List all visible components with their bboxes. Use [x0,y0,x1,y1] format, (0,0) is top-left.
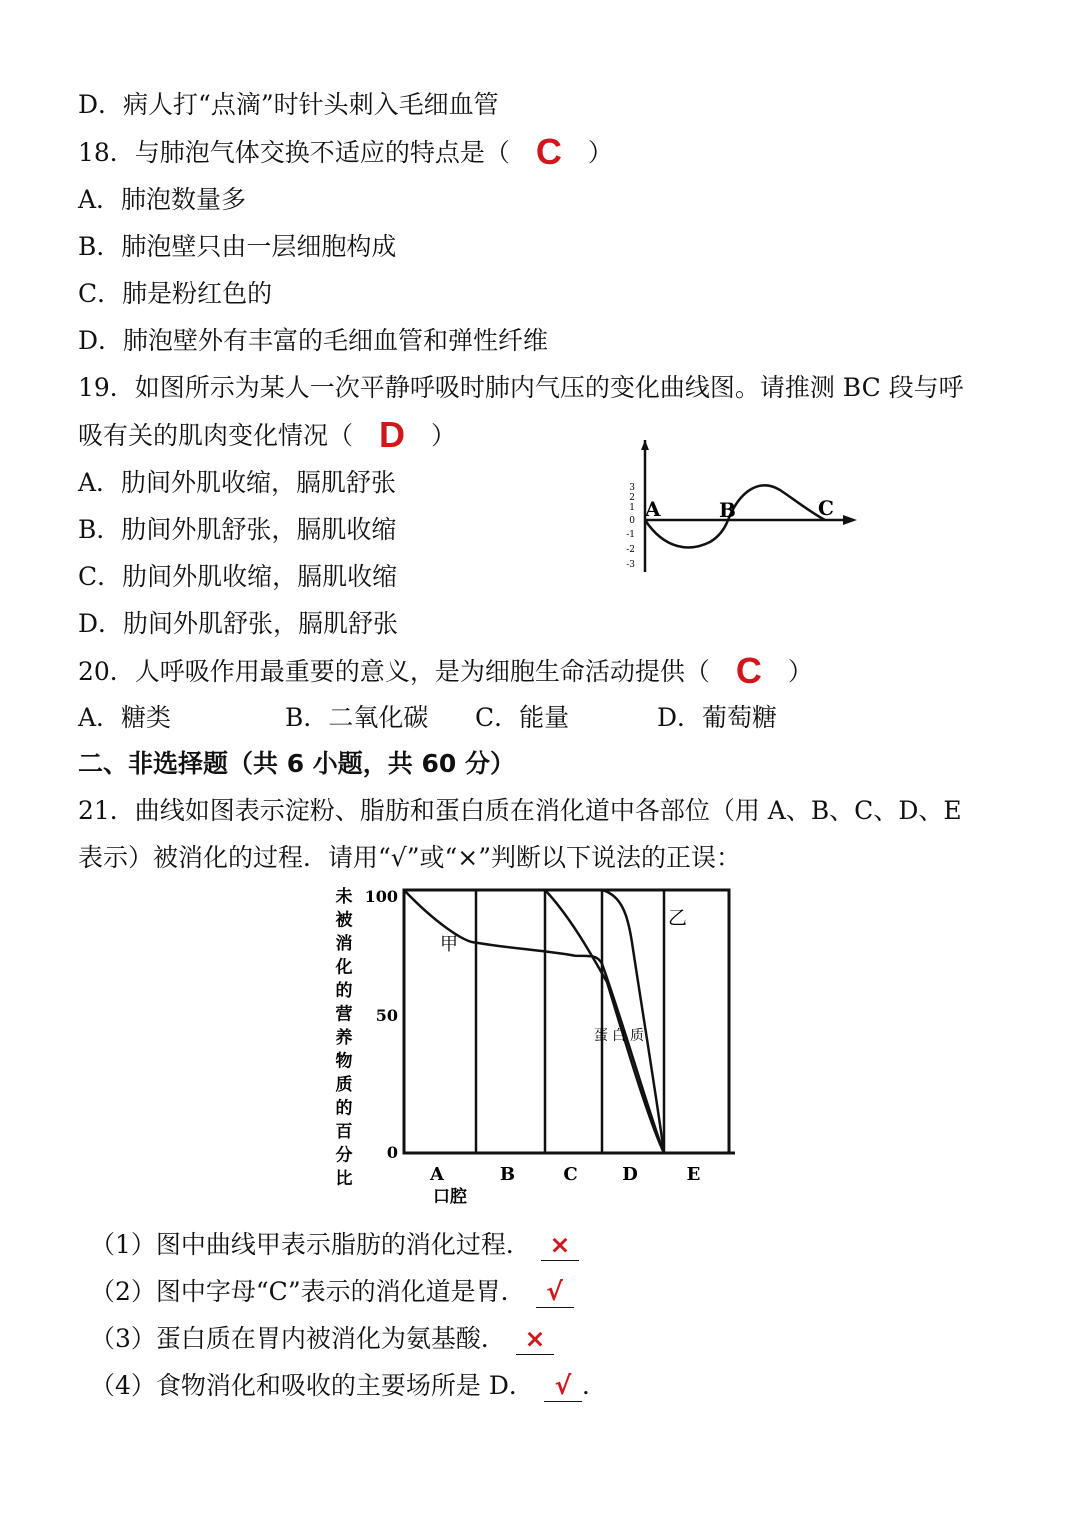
q21-stem-line2: 表示）被消化的过程．请用“√”或“×”判断以下说法的正误： [78,843,742,872]
curve-jia [404,890,664,1153]
chart-x-tick-c: C [563,1164,578,1185]
q21-statement-4-text: （4）食物消化和吸收的主要场所是 D． [90,1371,534,1400]
q21-statement-4 [90,1369,590,1403]
q20-option-b: B．二氧化碳 [285,703,429,732]
q19-stem-text: 吸有关的肌肉变化情况（ [78,421,354,450]
q17-option-d: D．病人打“点滴”时针头刺入毛细血管 [78,90,499,119]
q18-stem-text: 18．与肺泡气体交换不适应的特点是（ [78,138,510,167]
curve-label-protein: 蛋白质 [594,1028,644,1044]
q21-statement-4-suffix: . [581,1371,590,1400]
pressure-x-arrow [843,515,857,525]
chart-frame [404,890,729,1153]
curve-protein [545,890,664,1153]
q21-statement-2-mark: √ [536,1277,574,1308]
chart-y-label-char: 消 [335,934,353,954]
digestion-chart [330,880,750,1210]
pressure-tick: -3 [626,560,635,570]
q19-option-b: B．肋间外肌舒张，膈肌收缩 [78,515,397,544]
q21-statement-1-mark: × [541,1230,579,1261]
chart-y-label-char: 化 [335,957,353,978]
pressure-tick: 0 [629,516,635,526]
q19-option-d: D．肋间外肌舒张，膈肌舒张 [78,609,399,638]
q21-statement-3-text: （3）蛋白质在胃内被消化为氨基酸． [90,1324,506,1353]
pressure-tick: 3 [629,483,635,493]
chart-y-label-char: 分 [335,1145,353,1166]
pressure-point-a: A [645,497,661,521]
pressure-point-b: B [719,498,736,522]
chart-x-tick-e: E [686,1164,701,1185]
pressure-tick: 1 [629,503,635,513]
q19-stem-close: ） [431,421,457,450]
chart-y-label-char: 营 [335,1004,353,1025]
pressure-graph [615,440,865,575]
q18-stem [78,131,613,172]
q19-stem-line1: 19．如图所示为某人一次平静呼吸时肺内气压的变化曲线图。请推测 BC 段与呼 [78,373,964,402]
q20-stem [78,650,813,691]
chart-y-label-char: 养 [335,1028,353,1048]
q20-option-a: A．糖类 [78,703,172,732]
q18-stem-close: ） [587,138,613,167]
q20-option-c: C．能量 [475,703,570,732]
q20-option-d: D．葡萄糖 [657,703,778,732]
q19-option-a: A．肋间外肌收缩，膈肌舒张 [78,468,397,497]
q21-statement-1-text: （1）图中曲线甲表示脂肪的消化过程． [90,1230,531,1259]
chart-x-tick-d: D [622,1164,638,1185]
chart-y-label-char: 被 [335,910,353,931]
q21-statement-2 [90,1275,574,1309]
chart-y-label-char: 比 [335,1169,353,1189]
pressure-tick: -1 [626,530,635,540]
curve-label-jia: 甲 [440,934,458,955]
chart-x-tick-a: A [430,1164,444,1185]
chart-x-tick-b: B [499,1164,516,1185]
q21-statement-4-mark: √ [544,1371,582,1402]
chart-y-tick-50: 50 [375,1006,398,1025]
q19-option-c: C．肋间外肌收缩，膈肌收缩 [78,562,398,591]
chart-y-label-char: 质 [335,1075,353,1095]
chart-y-label-char: 百 [335,1122,353,1142]
chart-mouth-label: 口腔 [433,1187,467,1207]
q18-option-a: A．肺泡数量多 [78,185,247,214]
chart-y-tick-100: 100 [364,887,398,906]
chart-y-label-char: 物 [335,1051,353,1072]
chart-y-label-char: 的 [335,981,353,1001]
q18-option-b: B．肺泡壁只由一层细胞构成 [78,232,397,261]
curve-yi [602,890,664,1153]
q19-stem-line2 [78,414,457,455]
q21-statement-2-text: （2）图中字母“C”表示的消化道是胃． [90,1277,526,1306]
q21-stem-line1: 21．曲线如图表示淀粉、脂肪和蛋白质在消化道中各部位（用 A、B、C、D、E [78,796,962,825]
q21-statement-3-mark: × [516,1324,554,1355]
q20-stem-text: 20．人呼吸作用最重要的意义，是为细胞生命活动提供（ [78,657,710,686]
q18-option-d: D．肺泡壁外有丰富的毛细血管和弹性纤维 [78,326,549,355]
section2-title: 二、非选择题（共 6 小题，共 60 分） [78,749,516,778]
pressure-point-c: C [818,496,834,520]
q20-options [78,701,777,735]
chart-y-tick-0: 0 [386,1143,398,1162]
chart-y-label-char: 未 [335,887,353,907]
q19-answer: D [379,414,406,455]
q20-stem-close: ） [787,657,813,686]
q18-answer: C [535,131,562,172]
curve-label-yi: 乙 [668,907,688,929]
pressure-tick: -2 [626,545,635,555]
q21-statement-3 [90,1322,554,1356]
pressure-tick: 2 [629,493,635,503]
q20-answer: C [735,650,762,691]
chart-y-label-char: 的 [335,1098,353,1119]
q18-option-c: C．肺是粉红色的 [78,279,273,308]
pressure-y-arrow [641,440,649,450]
q21-statement-1 [90,1228,579,1262]
